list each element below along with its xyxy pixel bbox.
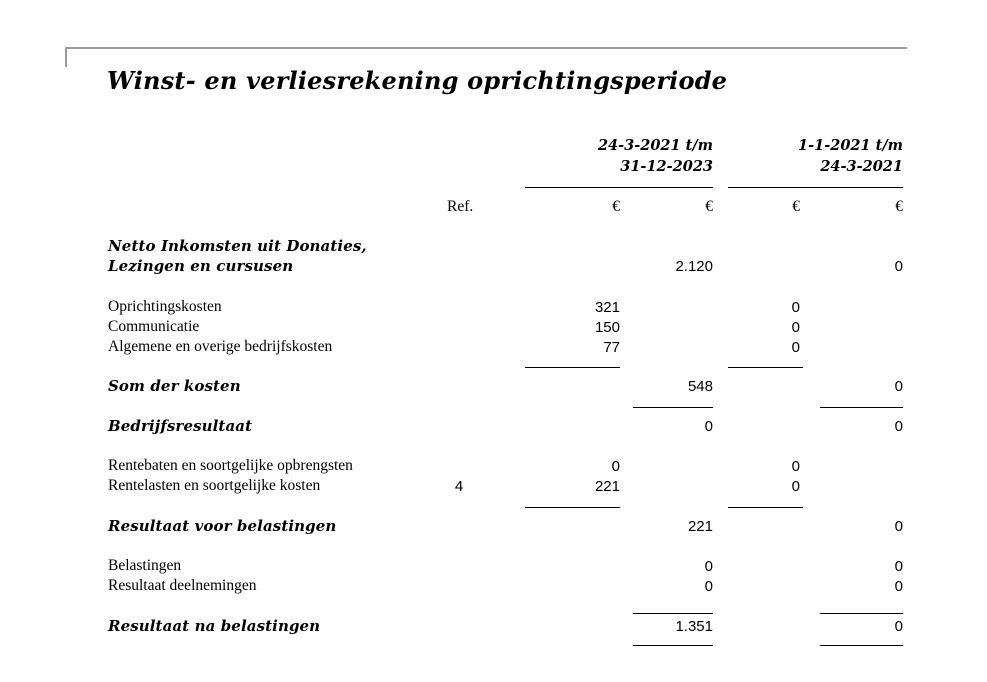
row-rentelasten-value-period1: 221 [594, 478, 620, 495]
row-resultaat-voor-belastingen-value-period2: 0 [894, 518, 903, 535]
row-som-der-kosten-value-period1: 548 [687, 378, 713, 395]
interest-rule-col1 [525, 507, 620, 508]
period-left-line2: 31-12-2023 [620, 158, 713, 175]
row-resultaat-deelnemingen-value-period2: 0 [894, 578, 903, 595]
row-communicatie-value-period2: 0 [791, 319, 800, 336]
row-rentelasten-value-period2: 0 [791, 478, 800, 495]
period-right-line1: 1-1-2021 t/m [798, 137, 903, 154]
period-left-line1: 24-3-2021 t/m [597, 137, 713, 154]
row-resultaat-voor-belastingen-value-period1: 221 [687, 518, 713, 535]
row-rentebaten-value-period2: 0 [791, 458, 800, 475]
row-som-der-kosten-value-period2: 0 [894, 378, 903, 395]
row-belastingen-value-period2: 0 [894, 558, 903, 575]
row-resultaat-na-belastingen-label: Resultaat na belastingen [108, 617, 321, 635]
page-title: Winst- en verliesrekening oprichtingsperiode [107, 66, 728, 95]
currency-header-col2: € [705, 198, 713, 215]
subtotal-rule-col1 [525, 367, 620, 368]
final-result-top-rule-col2 [633, 613, 713, 614]
header-rule-left [525, 187, 713, 188]
som-der-kosten-rule-col4 [820, 407, 903, 408]
row-rentebaten-label: Rentebaten en soortgelijke opbrengsten [108, 457, 353, 474]
row-algemene-kosten-label: Algemene en overige bedrijfskosten [108, 338, 333, 355]
row-algemene-kosten-value-period1: 77 [603, 339, 620, 356]
period-right-line2: 24-3-2021 [820, 158, 903, 175]
row-rentelasten-label: Rentelasten en soortgelijke kosten [108, 477, 321, 494]
row-resultaat-voor-belastingen-label: Resultaat voor belastingen [108, 517, 337, 535]
row-rentelasten-ref: 4 [454, 478, 464, 495]
row-oprichtingskosten-value-period1: 321 [594, 299, 620, 316]
ref-column-header: Ref. [447, 198, 474, 215]
row-belastingen-label: Belastingen [108, 557, 182, 574]
currency-header-col4: € [895, 198, 903, 215]
row-rentebaten-value-period1: 0 [611, 458, 620, 475]
final-result-bottom-rule-col4 [820, 645, 903, 646]
row-bedrijfsresultaat-value-period1: 0 [704, 418, 713, 435]
currency-header-col3: € [792, 198, 800, 215]
row-resultaat-na-belastingen-value-period1: 1.351 [675, 618, 713, 635]
header-rule-right [728, 187, 903, 188]
row-som-der-kosten-label: Som der kosten [108, 377, 241, 395]
page-border-left-line [65, 47, 67, 67]
row-netto-inkomsten-label-line1: Netto Inkomsten uit Donaties, [108, 237, 367, 255]
row-netto-inkomsten-value-period1: 2.120 [675, 258, 713, 275]
row-bedrijfsresultaat-label: Bedrijfsresultaat [108, 417, 253, 435]
final-result-bottom-rule-col2 [633, 645, 713, 646]
row-belastingen-value-period1: 0 [704, 558, 713, 575]
row-communicatie-value-period1: 150 [594, 319, 620, 336]
row-bedrijfsresultaat-value-period2: 0 [894, 418, 903, 435]
row-resultaat-deelnemingen-value-period1: 0 [704, 578, 713, 595]
final-result-top-rule-col4 [820, 613, 903, 614]
row-resultaat-deelnemingen-label: Resultaat deelnemingen [108, 577, 257, 594]
interest-rule-col3 [728, 507, 803, 508]
row-netto-inkomsten-value-period2: 0 [894, 258, 903, 275]
page-border-top-line [65, 47, 907, 49]
row-communicatie-label: Communicatie [108, 318, 200, 335]
row-algemene-kosten-value-period2: 0 [791, 339, 800, 356]
currency-header-col1: € [612, 198, 620, 215]
som-der-kosten-rule-col2 [633, 407, 713, 408]
row-oprichtingskosten-value-period2: 0 [791, 299, 800, 316]
row-resultaat-na-belastingen-value-period2: 0 [894, 618, 903, 635]
subtotal-rule-col3 [728, 367, 803, 368]
row-oprichtingskosten-label: Oprichtingskosten [108, 298, 222, 315]
row-netto-inkomsten-label-line2: Lezingen en cursusen [108, 257, 294, 275]
